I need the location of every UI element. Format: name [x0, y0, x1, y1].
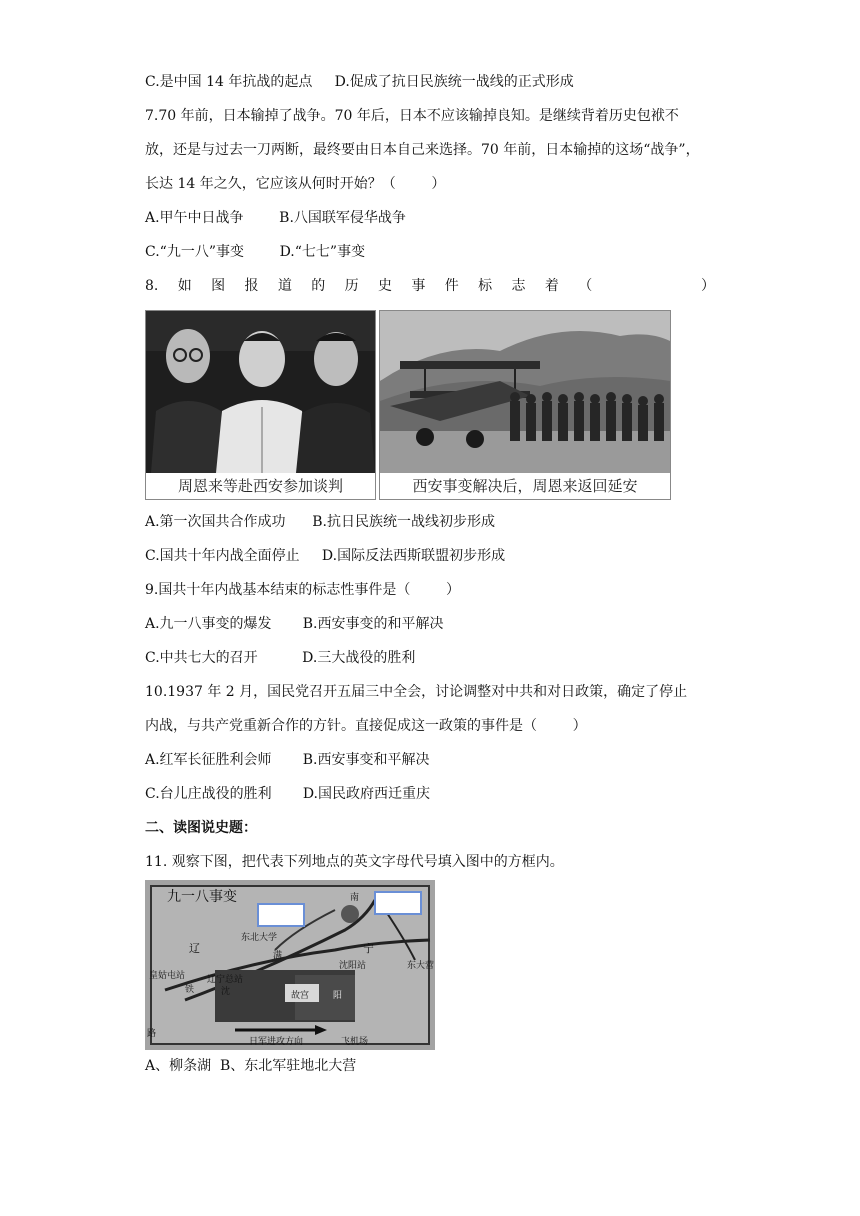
- map-label-yang: 阳: [333, 991, 343, 1001]
- option-line-6cd: C.是中国 14 年抗战的起点 D.促成了抗日民族统一战线的正式形成: [145, 74, 574, 90]
- map-title: 九一八事变: [167, 889, 237, 905]
- question-9-stem: 9.国共十年内战基本结束的标志性事件是（ ）: [145, 582, 460, 598]
- question-8-stem: [145, 276, 715, 296]
- map-label-imperial-palace: 故宫: [291, 991, 310, 1001]
- q8-char: 件: [444, 278, 459, 294]
- question-8-options-ab: A.第一次国共合作成功 B.抗日民族统一战线初步形成: [145, 514, 495, 530]
- q8-char: 8.: [145, 278, 159, 294]
- question-7-line-3: 长达 14 年之久，它应该从何时开始？（ ）: [145, 176, 446, 192]
- q8-char: ）: [700, 278, 715, 294]
- q8-char: 如: [177, 278, 192, 294]
- map-label-dongdaying: 东大营: [407, 961, 435, 971]
- q8-char: 图: [211, 278, 226, 294]
- section-2-heading: 二、读图说史题：: [145, 820, 257, 836]
- question-8-options-cd: C.国共十年内战全面停止 D.国际反法西斯联盟初步形成: [145, 548, 506, 564]
- question-9-options-cd: C.中共七大的召开 D.三大战役的胜利: [145, 650, 416, 666]
- question-7-options-ab: A.甲午中日战争 B.八国联军侵华战争: [145, 210, 406, 226]
- q8-blank: [612, 276, 682, 296]
- map-label-shenyang-station: 沈阳站: [339, 961, 367, 971]
- map-label-liao: 辽: [189, 942, 200, 955]
- photo-airplane-image: [380, 311, 670, 499]
- photo-three-men-image: [146, 311, 375, 499]
- question-9-options-ab: A.九一八事变的爆发 B.西安事变的和平解决: [145, 616, 444, 632]
- map-label-ning: 宁: [363, 942, 374, 955]
- question-10-line-2: 内战，与共产党重新合作的方针。直接促成这一政策的事件是（ ）: [145, 718, 587, 734]
- photo-zhou-enlai-to-xian: [145, 310, 376, 500]
- question-10-options-ab: A.红军长征胜利会师 B.西安事变和平解决: [145, 752, 430, 768]
- photo-caption-left: 周恩来等赴西安参加谈判: [146, 473, 375, 499]
- question-10-line-1: 10.1937 年 2 月，国民党召开五届三中全会，讨论调整对中共和对日政策，确定了停止: [145, 684, 688, 700]
- question-7-options-cd: C.“九一八”事变 D.“七七”事变: [145, 244, 366, 260]
- q8-char: 的: [311, 278, 326, 294]
- map-label-nan: 南: [350, 893, 360, 903]
- q8-char: 着: [544, 278, 559, 294]
- question-10-options-cd: C.台儿庄战役的胜利 D.国民政府西迁重庆: [145, 786, 430, 802]
- map-label-shen: 沈: [221, 987, 231, 997]
- q8-char: 报: [244, 278, 259, 294]
- map-label-huanggutun-station: 皇姑屯站: [149, 971, 186, 981]
- q8-char: 历: [344, 278, 359, 294]
- map-918-incident: [145, 880, 435, 1050]
- q8-char: （: [578, 278, 593, 294]
- answer-box-2[interactable]: [374, 891, 422, 915]
- question-11-stem: 11. 观察下图，把代表下列地点的英文字母代号填入图中的方框内。: [145, 854, 564, 870]
- q8-char: 史: [377, 278, 392, 294]
- map-label-airport: 飞机场: [341, 1037, 369, 1047]
- map-label-northeast-university: 东北大学: [241, 933, 278, 943]
- q8-char: 事: [411, 278, 426, 294]
- photo-caption-right: 西安事变解决后，周恩来返回延安: [380, 473, 670, 499]
- question-11-locations: A、柳条湖 B、东北军驻地北大营: [145, 1058, 357, 1074]
- question-7-line-2: 放，还是与过去一刀两断，最终要由日本自己来选择。70 年前，日本输掉的这场“战争”，: [145, 142, 700, 158]
- map-label-japanese-attack-direction: 日军进攻方向: [249, 1037, 304, 1047]
- map-label-tie: 铁: [185, 985, 195, 995]
- q8-char: 标: [478, 278, 493, 294]
- question-7-line-1: 7.70 年前，日本输掉了战争。70 年后，日本不应该输掉良知。是继续背着历史包袱不: [145, 108, 679, 124]
- map-label-lu: 路: [147, 1029, 157, 1039]
- answer-box-1[interactable]: [257, 903, 305, 927]
- q8-char: 道: [277, 278, 292, 294]
- map-label-man: 满: [273, 951, 283, 961]
- map-label-liaoning-main-station: 辽宁总站: [207, 975, 244, 985]
- q8-char: 志: [511, 278, 526, 294]
- photo-zhou-enlai-return-yanan: [379, 310, 671, 500]
